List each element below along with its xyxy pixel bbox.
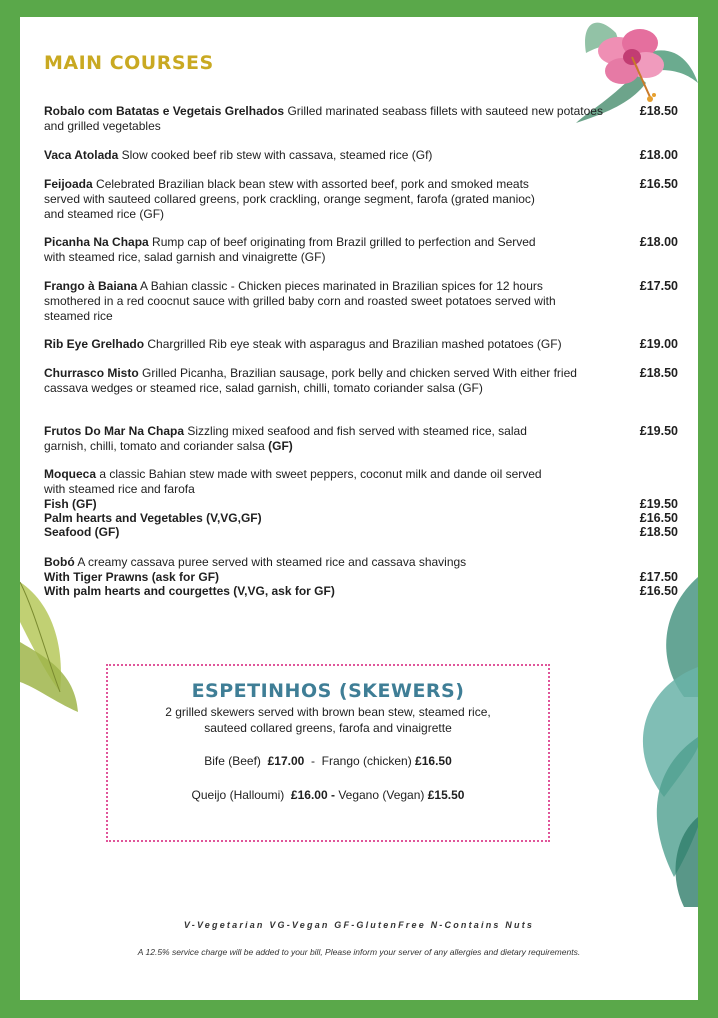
option-label: Frango (chicken) [321,754,412,768]
item-option [44,497,684,511]
option-label: Vegano (Vegan) [338,788,425,802]
item-description: Chargrilled Rib eye steak with asparagus and Brazilian mashed potatoes (GF) [147,337,562,351]
dietary-legend: V-Vegetarian VG-Vegan GF-GlutenFree N-Contains Nuts [183,920,535,930]
item-description: Grilled marinated seabass fillets with sauteed new potatoes and grilled vegetables [44,104,603,133]
item-description: Rump cap of beef originating from Brazil grilled to perfection and Served with steamed rice, salad garnish and vinaigrette (GF) [44,235,536,264]
option-price: £16.00 [290,788,328,802]
menu-item [44,337,684,352]
item-option [44,525,684,539]
item-name: Moqueca [44,467,97,481]
item-description: Grilled Picanha, Brazilian sausage, pork belly and chicken served With either fried cassava wedges or steamed rice, salad garnish, chilli, tomato coriander salsa (GF) [44,366,577,395]
menu-item [44,177,684,222]
item-option [44,570,684,584]
option-price: £16.50 [415,754,452,768]
item-description: Slow cooked beef rib stew with cassava, steamed rice (Gf) [121,148,433,162]
item-price: £19.50 [639,424,678,438]
skewers-option-line [108,754,548,768]
item-description: a classic Bahian stew made with sweet peppers, coconut milk and dande oil served with steamed rice and farofa [44,467,542,496]
option-label: Queijo (Halloumi) [191,788,285,802]
skewers-title: ESPETINHOS (SKEWERS) [191,680,465,702]
skewers-intro-line: 2 grilled skewers served with brown bean stew, steamed rice, [165,705,491,719]
skewers-box [106,664,550,842]
menu-item [44,104,684,134]
separator: - [330,788,335,802]
menu-item [44,424,684,454]
menu-item [44,366,684,396]
item-price: £18.00 [639,148,678,162]
item-description: A Bahian classic - Chicken pieces marinated in Brazilian spices for 12 hours smothered in a red coocnut sauce with grilled baby corn and roasted sweet potatoes served with steamed rice [44,279,556,323]
item-name: Rib Eye Grelhado [44,337,145,351]
item-name: Frutos Do Mar Na Chapa [44,424,185,438]
menu-page [20,17,698,1000]
item-name: Feijoada [44,177,93,191]
item-price: £18.00 [639,235,678,249]
option-price: £15.50 [427,788,465,802]
option-price: £18.50 [639,525,678,539]
option-label: Seafood (GF) [44,525,120,539]
option-price: £19.50 [639,497,678,511]
leaf-right-icon [624,577,698,907]
option-price: £16.50 [639,584,678,598]
item-price: £18.50 [639,104,678,118]
skewers-description [108,704,548,736]
option-price: £16.50 [639,511,678,525]
item-name: Churrasco Misto [44,366,139,380]
item-price: £18.50 [639,366,678,380]
item-price: £19.00 [639,337,678,351]
menu-item [44,235,684,265]
option-price: £17.00 [267,754,305,768]
item-name: Picanha Na Chapa [44,235,149,249]
skewers-option-line [108,788,548,802]
skewers-intro-line: sauteed collared greens, farofa and vinaigrette [204,721,452,735]
item-description: Celebrated Brazilian black bean stew with assorted beef, pork and smoked meats served with sauteed collared greens, pork crackling, orange segment, farofa (grated manioc) and steamed rice (GF) [44,177,535,221]
item-tag: (GF) [268,439,293,453]
option-label: With palm hearts and courgettes (V,VG, ask for GF) [44,584,335,598]
menu-item-bobo [44,555,684,598]
item-name: Robalo com Batatas e Vegetais Grelhados [44,104,285,118]
item-name: Bobó [44,555,75,569]
menu-item [44,148,684,163]
item-description: Sizzling mixed seafood and fish served with steamed rice, salad garnish, chilli, tomato and coriander salsa [44,424,527,453]
item-name: Vaca Atolada [44,148,119,162]
option-price: £17.50 [639,570,678,584]
option-label: Fish (GF) [44,497,97,511]
item-price: £17.50 [639,279,678,293]
service-charge-note: A 12.5% service charge will be added to your bill, Please inform your server of any allergies and dietary requirements. [137,947,581,957]
item-option [44,511,684,525]
item-option [44,584,684,598]
item-name: Frango à Baiana [44,279,138,293]
menu-item [44,279,684,324]
item-price: £16.50 [639,177,678,191]
option-label: Bife (Beef) [204,754,261,768]
separator: - [310,754,315,768]
option-label: With Tiger Prawns (ask for GF) [44,570,220,584]
item-description: A creamy cassava puree served with steamed rice and cassava shavings [77,555,467,569]
section-title: MAIN COURSES [44,52,214,74]
option-label: Palm hearts and Vegetables (V,VG,GF) [44,511,262,525]
menu-item-moqueca [44,467,684,539]
